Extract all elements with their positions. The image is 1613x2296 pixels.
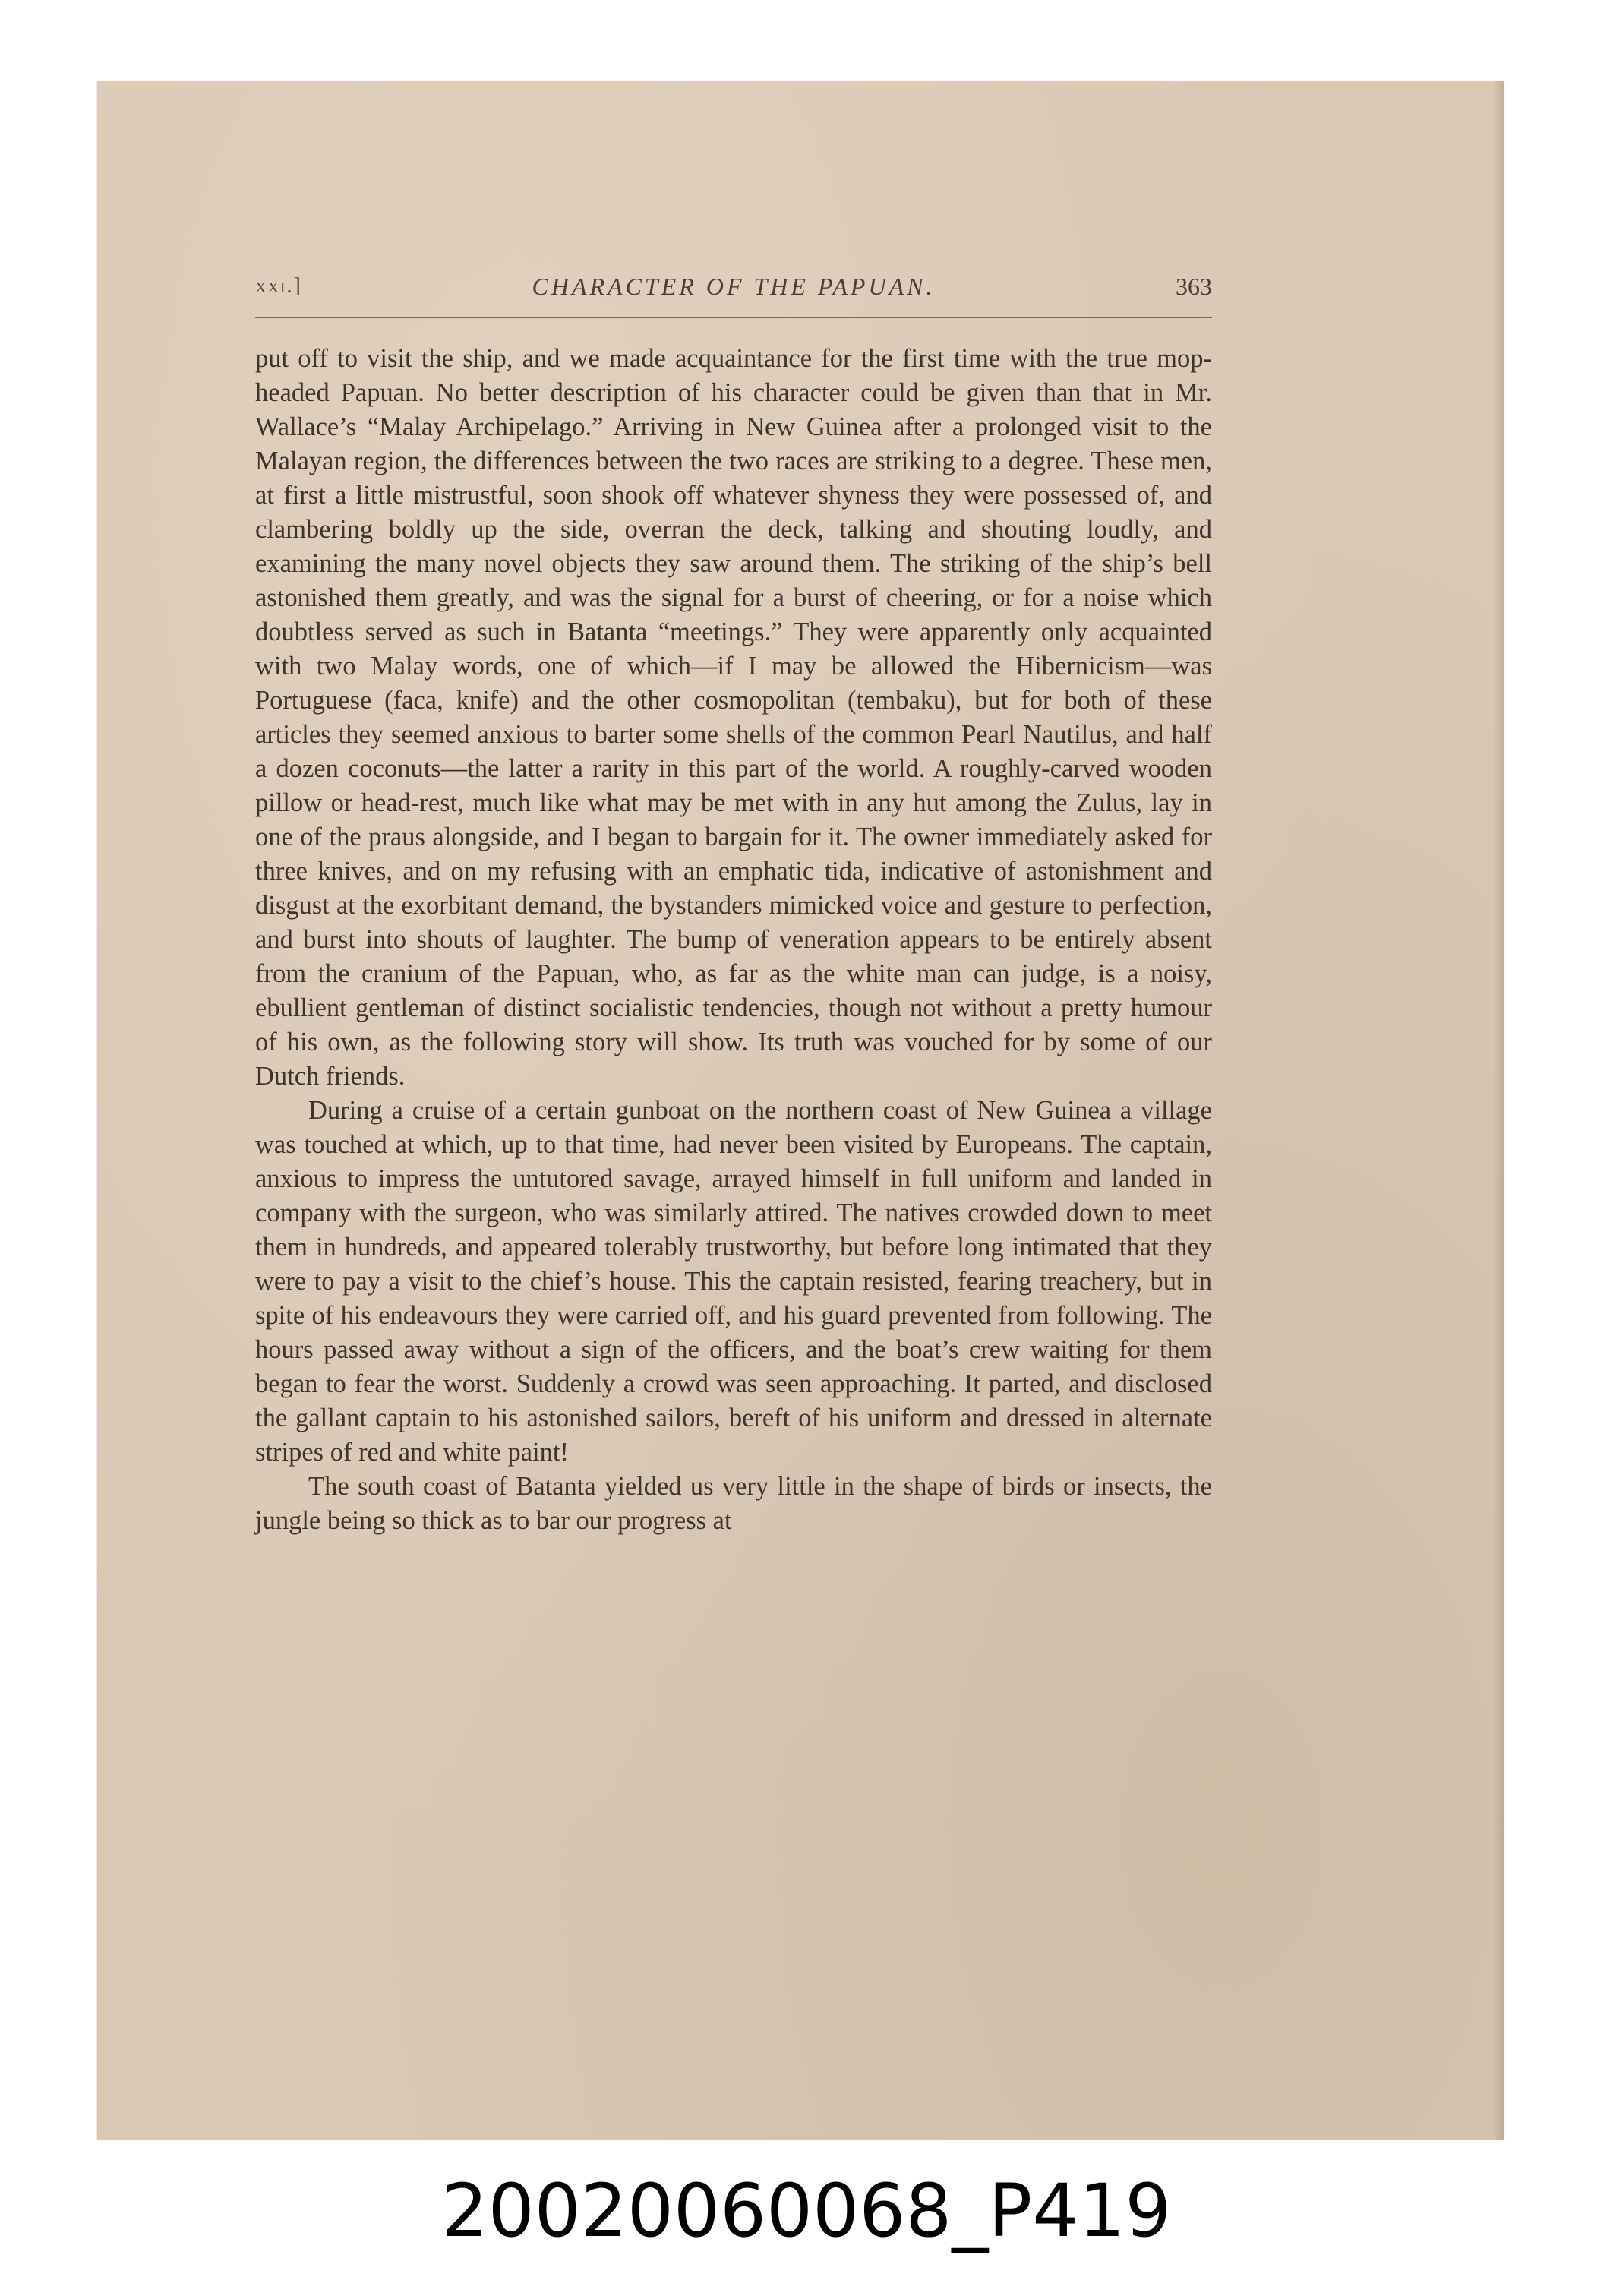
page-number: 363 — [1176, 273, 1212, 300]
header-rule — [255, 317, 1212, 318]
chapter-number: xxi.] — [255, 274, 302, 298]
paragraph-3: The south coast of Batanta yielded us very little in the shape of birds or insects, the jungle being so thick as to bar our progress at — [255, 1472, 1212, 1535]
paragraph-1: put off to visit the ship, and we made acquaintance for the first time with the true mop-headed Papuan. No better description of his character could be given than that in Mr. Wallace’s “Malay Archipelago.” Arriving in New Guinea after a prolonged visit to the Malayan region, the differences between the two races are striking to a degree. These men, at first a little mistrustful, soon shook off whatever shyness they were possessed of, and clambering boldly up the side, overran the deck, talking and shouting loudly, and examining the many novel objects they saw around them. The striking of the ship’s bell astonished them greatly, and was the signal for a burst of cheering, or for a noise which doubtless served as such in Batanta “meetings.” They were apparently only acquainted with two Malay words, one of which—if I may be allowed the Hibernicism—was Portuguese (faca, knife) and the other cosmopolitan (tembaku), but for both of these articles they seemed anxious to barter some shells of the common Pearl Nautilus, and half a dozen coconuts—the latter a rarity in this part of the world. A roughly-carved wooden pillow or head-rest, much like what may be met with in any hut among the Zulus, lay in one of the praus alongside, and I began to bargain for it. The owner immediately asked for three knives, and on my refusing with an emphatic tida, indicative of astonishment and disgust at the exorbitant demand, the bystanders mimicked voice and gesture to perfection, and burst into shouts of laughter. The bump of veneration appears to be entirely absent from the cranium of the Papuan, who, as far as the white man can judge, is a noisy, ebullient gentleman of distinct socialistic tendencies, though not without a pretty humour of his own, as the following story will show. Its truth was vouched for by some of our Dutch friends. — [255, 344, 1212, 1091]
running-title: CHARACTER OF THE PAPUAN. — [532, 273, 936, 300]
paragraph-2: During a cruise of a certain gunboat on the northern coast of New Guinea a village was touched at which, up to that time, had never been visited by Europeans. The captain, anxious to impress the untutored savage, arrayed himself in full uniform and landed in company with the surgeon, who was similarly attired. The natives crowded down to meet them in hundreds, and appeared tolerably trustworthy, but before long intimated that they were to pay a visit to the chief’s house. This the captain resisted, fearing treachery, but in spite of his endeavours they were carried off, and his guard prevented from following. The hours passed away without a sign of the officers, and the boat’s crew waiting for them began to fear the worst. Suddenly a crowd was seen approaching. It parted, and disclosed the gallant captain to his astonished sailors, bereft of his uniform and dressed in alternate stripes of red and white paint! — [255, 1096, 1212, 1467]
accession-label: 20020060068_P419 — [441, 2168, 1172, 2253]
body-text — [255, 342, 1212, 1538]
running-header — [255, 268, 1212, 311]
